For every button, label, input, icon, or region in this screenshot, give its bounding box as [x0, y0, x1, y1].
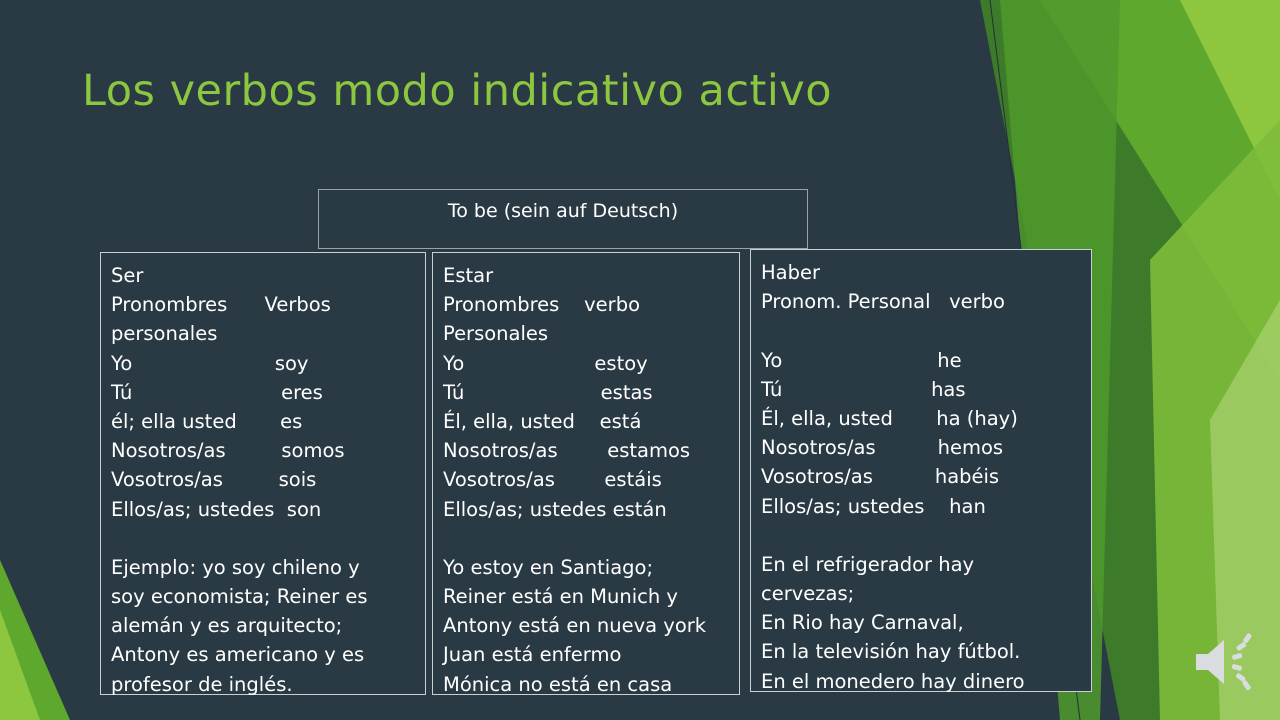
ser-line: soy economista; Reiner es [111, 585, 368, 609]
estar-line: Ellos/as; ustedes están [443, 497, 667, 521]
estar-conjugation-box [432, 252, 740, 695]
ser-line: Nosotros/as somos [111, 439, 345, 463]
estar-line: Nosotros/as estamos [443, 439, 691, 463]
haber-line: Nosotros/as hemos [761, 436, 1004, 460]
haber-line: Haber [761, 261, 821, 284]
haber-line: Vosotros/as habéis [761, 465, 1000, 489]
haber-line: Ellos/as; ustedes han [761, 494, 986, 518]
ser-line: Tú eres [111, 380, 323, 404]
haber-line: En el refrigerador hay [761, 552, 975, 576]
haber-line: En el monedero hay dinero [761, 669, 1025, 693]
estar-line: Juan está enfermo [443, 643, 622, 667]
ser-conjugation-box [100, 252, 426, 695]
estar-line: Vosotros/as estáis [443, 468, 662, 492]
ser-line [111, 524, 415, 553]
haber-line: Pronom. Personal verbo [761, 290, 1005, 314]
estar-line: Él, ella, usted está [443, 409, 642, 433]
ser-line: Ellos/as; ustedes son [111, 497, 322, 521]
haber-line [761, 316, 1081, 345]
ser-line: Pronombres Verbos [111, 293, 331, 317]
ser-line: Ser [111, 264, 144, 287]
ser-line: él; ella usted es [111, 409, 303, 433]
estar-line: Personales [443, 322, 549, 346]
haber-line [761, 521, 1081, 550]
haber-line: cervezas; [761, 582, 855, 606]
haber-line: Yo he [761, 348, 962, 372]
estar-line: Yo estoy en Santiago; [443, 555, 654, 579]
ser-line: alemán y es arquitecto; [111, 614, 343, 638]
estar-line: Tú estas [443, 380, 653, 404]
ser-line: Vosotros/as sois [111, 468, 317, 492]
haber-conjugation-box [750, 249, 1092, 692]
ser-line: profesor de inglés. [111, 672, 293, 696]
ser-line: Antony es americano y es [111, 643, 365, 667]
estar-line [443, 524, 729, 553]
estar-line: Antony está en nueva york [443, 614, 707, 638]
haber-line: En Rio hay Carnaval, [761, 611, 964, 635]
ser-line: Ejemplo: yo soy chileno y [111, 555, 360, 579]
haber-line: En la televisión hay fútbol. [761, 640, 1021, 664]
haber-line: Tú has [761, 377, 966, 401]
estar-line: Yo estoy [443, 351, 648, 375]
ser-line: Yo soy [111, 351, 309, 375]
to-be-header-box [318, 189, 808, 249]
estar-line: Mónica no está en casa [443, 672, 673, 696]
ser-line: personales [111, 322, 218, 346]
estar-line: Reiner está en Munich y [443, 585, 678, 609]
estar-line: Pronombres verbo [443, 293, 640, 317]
to-be-header-text: To be (sein auf Deutsch) [447, 200, 679, 222]
slide-title: Los verbos modo indicativo activo [82, 66, 833, 116]
speaker-icon[interactable] [1192, 632, 1262, 692]
haber-line: Él, ella, usted ha (hay) [761, 406, 1018, 430]
estar-line: Estar [443, 264, 494, 287]
